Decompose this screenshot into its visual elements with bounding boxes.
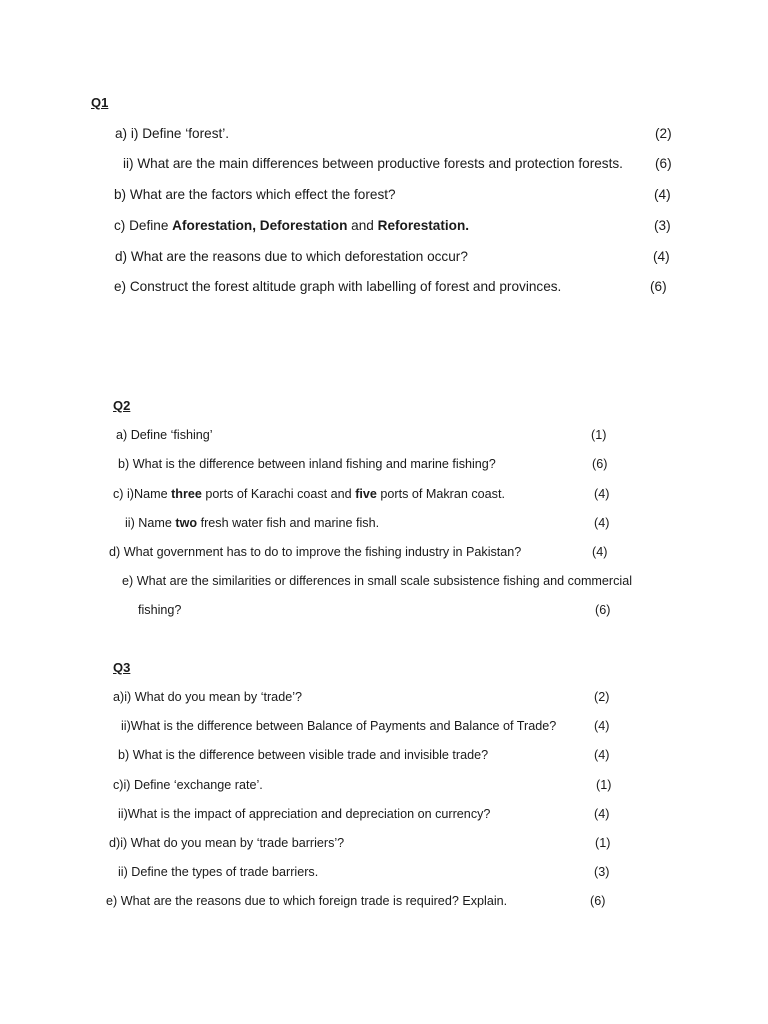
question-q2-e-cont — [138, 602, 181, 618]
question-q2-e — [122, 573, 632, 589]
question-text: c) i)Name — [113, 487, 172, 501]
marks-q1-a-i: (2) — [655, 126, 672, 141]
marks-q1-a-ii: (6) — [655, 156, 672, 171]
question-text: e) What are the similarities or differences in small scale subsistence fishing and commercial — [122, 574, 633, 588]
question-text: and — [347, 218, 378, 233]
marks-q2-c-i: (4) — [594, 487, 610, 501]
marks-q1-b: (4) — [654, 187, 671, 202]
marks-q3-c-ii: (4) — [594, 807, 610, 821]
marks-q3-d-i: (1) — [595, 836, 611, 850]
question-q2-a — [116, 427, 213, 443]
marks-q3-a-ii: (4) — [594, 719, 610, 733]
question-text: d) What government has to do to improve the fishing industry in Pakistan? — [109, 545, 522, 559]
bold-term: Reforestation. — [377, 218, 470, 233]
question-q3-b — [118, 747, 488, 763]
question-text: ports of Makran coast. — [376, 487, 505, 501]
question-q3-d-ii — [118, 864, 318, 880]
bold-term: two — [175, 516, 198, 530]
marks-q3-b: (4) — [594, 748, 610, 762]
question-text: a) Define ‘fishing’ — [116, 428, 213, 442]
marks-q3-a-i: (2) — [594, 690, 610, 704]
question-text: fresh water fish and marine fish. — [197, 516, 380, 530]
marks-q3-e: (6) — [590, 894, 606, 908]
question-text: b) What are the factors which effect the forest? — [114, 187, 396, 202]
question-text: b) What is the difference between inland fishing and marine fishing? — [118, 457, 496, 471]
question-q3-c-i — [113, 777, 263, 793]
question-text: b) What is the difference between visible trade and invisible trade? — [118, 748, 489, 762]
question-q1-a-i — [115, 126, 229, 142]
marks-q1-c: (3) — [654, 218, 671, 233]
question-q3-a-ii — [121, 718, 556, 734]
marks-q2-c-ii: (4) — [594, 516, 610, 530]
question-q1-a-ii — [123, 156, 623, 172]
question-text: e) Construct the forest altitude graph with labelling of forest and provinces. — [114, 279, 562, 294]
question-q2-c-ii — [125, 515, 379, 531]
section-heading-q3: Q3 — [113, 660, 131, 675]
question-text: c)i) Define ‘exchange rate’. — [113, 778, 263, 792]
question-text: ii) Define the types of trade barriers. — [118, 865, 319, 879]
question-text: ports of Karachi coast and — [201, 487, 356, 501]
question-text: fishing? — [138, 603, 182, 617]
marks-q2-d: (4) — [592, 545, 608, 559]
question-text: ii) What are the main differences between productive forests and protection forests. — [123, 156, 623, 171]
question-q3-a-i — [113, 689, 302, 705]
question-q1-c — [114, 218, 469, 234]
question-q1-d — [115, 249, 468, 265]
marks-q3-d-ii: (3) — [594, 865, 610, 879]
question-q3-c-ii — [118, 806, 490, 822]
question-q1-b — [114, 187, 396, 203]
question-q2-c-i — [113, 486, 505, 502]
marks-q1-e: (6) — [650, 279, 667, 294]
marks-q2-a: (1) — [591, 428, 607, 442]
question-q1-e — [114, 279, 561, 295]
marks-q2-b: (6) — [592, 457, 608, 471]
question-text: d)i) What do you mean by ‘trade barriers’? — [109, 836, 345, 850]
question-text: a)i) What do you mean by ‘trade’? — [113, 690, 302, 704]
bold-term: five — [355, 487, 377, 501]
question-q2-d — [109, 544, 521, 560]
question-q3-e — [106, 893, 507, 909]
marks-q2-e: (6) — [595, 603, 611, 617]
marks-q3-c-i: (1) — [596, 778, 612, 792]
question-text: ii) Name — [125, 516, 176, 530]
question-text: d) What are the reasons due to which deforestation occur? — [115, 249, 468, 264]
question-text: e) What are the reasons due to which foreign trade is required? Explain. — [106, 894, 508, 908]
question-q2-b — [118, 456, 496, 472]
question-text: c) Define — [114, 218, 173, 233]
question-text: a) i) Define ‘forest’. — [115, 126, 230, 141]
section-heading-q1: Q1 — [91, 95, 109, 110]
bold-term: Aforestation, Deforestation — [172, 218, 348, 233]
question-text: ii)What is the difference between Balance of Payments and Balance of Trade? — [121, 719, 557, 733]
question-q3-d-i — [109, 835, 344, 851]
bold-term: three — [171, 487, 202, 501]
question-text: ii)What is the impact of appreciation and depreciation on currency? — [118, 807, 491, 821]
marks-q1-d: (4) — [653, 249, 670, 264]
section-heading-q2: Q2 — [113, 398, 131, 413]
